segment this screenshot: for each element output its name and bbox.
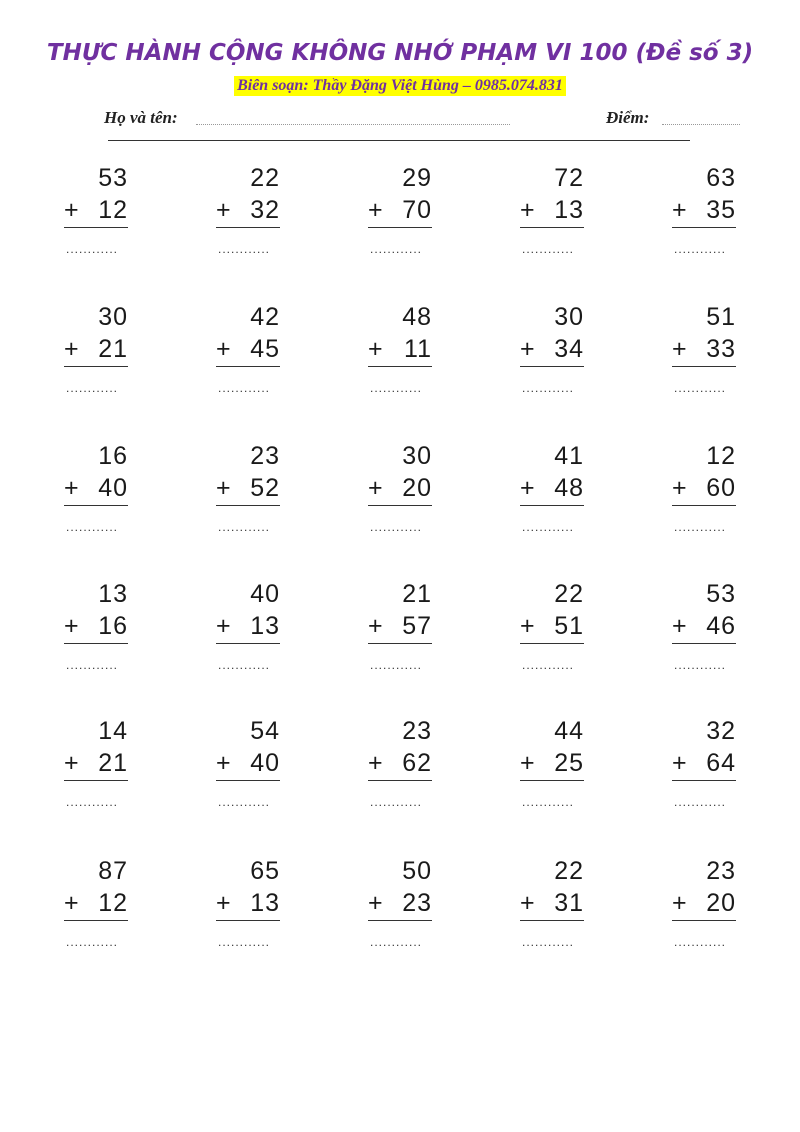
addition-problem: [672, 301, 736, 411]
plus-sign: +: [520, 612, 535, 640]
second-addend: 48: [554, 474, 584, 502]
first-addend: 23: [402, 717, 432, 745]
answer-blank[interactable]: ............: [218, 795, 271, 809]
score-label: Điểm:: [606, 108, 650, 127]
first-addend: 51: [706, 303, 736, 331]
second-addend: 13: [250, 889, 280, 917]
second-addend: 20: [402, 474, 432, 502]
sum-line: [368, 920, 432, 921]
second-addend: 51: [554, 612, 584, 640]
first-addend: 44: [554, 717, 584, 745]
addition-problem: [672, 855, 736, 965]
answer-blank[interactable]: ............: [218, 935, 271, 949]
addition-problem: [216, 162, 280, 272]
addition-problem: [216, 301, 280, 411]
answer-blank[interactable]: ............: [674, 242, 727, 256]
answer-blank[interactable]: ............: [218, 242, 271, 256]
second-addend: 40: [250, 749, 280, 777]
answer-blank[interactable]: ............: [674, 935, 727, 949]
first-addend: 48: [402, 303, 432, 331]
addition-problem: [216, 578, 280, 688]
first-addend: 54: [250, 717, 280, 745]
addition-problem: [368, 715, 432, 825]
addition-problem: [520, 578, 584, 688]
second-addend: 11: [404, 335, 432, 363]
plus-sign: +: [216, 889, 231, 917]
first-addend: 42: [250, 303, 280, 331]
first-addend: 12: [706, 442, 736, 470]
addition-problem: [520, 855, 584, 965]
answer-blank[interactable]: ............: [370, 520, 423, 534]
second-addend: 12: [98, 889, 128, 917]
answer-blank[interactable]: ............: [218, 658, 271, 672]
sum-line: [368, 780, 432, 781]
plus-sign: +: [64, 889, 79, 917]
first-addend: 22: [250, 164, 280, 192]
addition-problem: [672, 162, 736, 272]
second-addend: 21: [98, 335, 128, 363]
sum-line: [672, 227, 736, 228]
answer-blank[interactable]: ............: [66, 381, 119, 395]
first-addend: 53: [706, 580, 736, 608]
answer-blank[interactable]: ............: [370, 795, 423, 809]
problem-row: [0, 578, 800, 708]
sum-line: [216, 920, 280, 921]
first-addend: 30: [554, 303, 584, 331]
plus-sign: +: [520, 749, 535, 777]
first-addend: 63: [706, 164, 736, 192]
sum-line: [368, 366, 432, 367]
sum-line: [520, 366, 584, 367]
sum-line: [368, 505, 432, 506]
name-field[interactable]: [196, 124, 510, 125]
addition-problem: [368, 578, 432, 688]
addition-problem: [64, 301, 128, 411]
second-addend: 57: [402, 612, 432, 640]
student-info-row: [0, 108, 800, 134]
first-addend: 22: [554, 857, 584, 885]
sum-line: [520, 505, 584, 506]
second-addend: 70: [402, 196, 432, 224]
addition-problem: [368, 301, 432, 411]
answer-blank[interactable]: ............: [66, 242, 119, 256]
plus-sign: +: [672, 335, 687, 363]
first-addend: 14: [98, 717, 128, 745]
name-label: Họ và tên:: [104, 108, 178, 127]
plus-sign: +: [520, 335, 535, 363]
sum-line: [216, 643, 280, 644]
sum-line: [216, 780, 280, 781]
plus-sign: +: [216, 335, 231, 363]
second-addend: 16: [98, 612, 128, 640]
problem-row: [0, 715, 800, 845]
answer-blank[interactable]: ............: [674, 520, 727, 534]
addition-problem: [520, 440, 584, 550]
answer-blank[interactable]: ............: [522, 242, 575, 256]
second-addend: 21: [98, 749, 128, 777]
answer-blank[interactable]: ............: [522, 935, 575, 949]
second-addend: 25: [554, 749, 584, 777]
first-addend: 53: [98, 164, 128, 192]
sum-line: [368, 643, 432, 644]
score-field[interactable]: [662, 124, 740, 125]
addition-problem: [64, 855, 128, 965]
second-addend: 12: [98, 196, 128, 224]
first-addend: 87: [98, 857, 128, 885]
plus-sign: +: [368, 474, 383, 502]
first-addend: 21: [402, 580, 432, 608]
first-addend: 50: [402, 857, 432, 885]
addition-problem: [368, 162, 432, 272]
first-addend: 40: [250, 580, 280, 608]
second-addend: 13: [554, 196, 584, 224]
problem-row: [0, 301, 800, 431]
answer-blank[interactable]: ............: [522, 658, 575, 672]
sum-line: [64, 643, 128, 644]
sum-line: [64, 920, 128, 921]
answer-blank[interactable]: ............: [674, 795, 727, 809]
answer-blank[interactable]: ............: [674, 381, 727, 395]
plus-sign: +: [672, 196, 687, 224]
addition-problem: [216, 440, 280, 550]
sum-line: [520, 780, 584, 781]
plus-sign: +: [672, 612, 687, 640]
addition-problem: [64, 715, 128, 825]
second-addend: 31: [554, 889, 584, 917]
second-addend: 20: [706, 889, 736, 917]
sum-line: [520, 643, 584, 644]
author-banner: [0, 76, 800, 96]
addition-problem: [64, 440, 128, 550]
worksheet-title: THỰC HÀNH CỘNG KHÔNG NHỚ PHẠM VI 100 (Đề số 3): [46, 40, 754, 66]
first-addend: 13: [98, 580, 128, 608]
plus-sign: +: [216, 474, 231, 502]
first-addend: 23: [250, 442, 280, 470]
plus-sign: +: [368, 889, 383, 917]
second-addend: 23: [402, 889, 432, 917]
second-addend: 45: [250, 335, 280, 363]
plus-sign: +: [64, 612, 79, 640]
plus-sign: +: [64, 749, 79, 777]
sum-line: [64, 505, 128, 506]
addition-problem: [672, 440, 736, 550]
first-addend: 23: [706, 857, 736, 885]
addition-problem: [368, 440, 432, 550]
answer-blank[interactable]: ............: [370, 935, 423, 949]
plus-sign: +: [216, 196, 231, 224]
first-addend: 22: [554, 580, 584, 608]
second-addend: 32: [250, 196, 280, 224]
addition-problem: [520, 301, 584, 411]
addition-problem: [216, 855, 280, 965]
addition-problem: [520, 715, 584, 825]
plus-sign: +: [64, 335, 79, 363]
first-addend: 30: [402, 442, 432, 470]
second-addend: 40: [98, 474, 128, 502]
sum-line: [672, 505, 736, 506]
addition-problem: [520, 162, 584, 272]
second-addend: 46: [706, 612, 736, 640]
first-addend: 30: [98, 303, 128, 331]
answer-blank[interactable]: ............: [370, 658, 423, 672]
first-addend: 29: [402, 164, 432, 192]
answer-blank[interactable]: ............: [370, 242, 423, 256]
header-divider: [108, 140, 690, 141]
answer-blank[interactable]: ............: [674, 658, 727, 672]
plus-sign: +: [368, 335, 383, 363]
answer-blank[interactable]: ............: [370, 381, 423, 395]
second-addend: 52: [250, 474, 280, 502]
answer-blank[interactable]: ............: [218, 381, 271, 395]
sum-line: [672, 920, 736, 921]
sum-line: [368, 227, 432, 228]
second-addend: 64: [706, 749, 736, 777]
answer-blank[interactable]: ............: [66, 795, 119, 809]
sum-line: [64, 366, 128, 367]
sum-line: [216, 505, 280, 506]
problem-row: [0, 440, 800, 570]
problem-row: [0, 855, 800, 985]
addition-problem: [216, 715, 280, 825]
second-addend: 62: [402, 749, 432, 777]
answer-blank[interactable]: ............: [66, 520, 119, 534]
plus-sign: +: [64, 196, 79, 224]
sum-line: [520, 227, 584, 228]
plus-sign: +: [672, 889, 687, 917]
plus-sign: +: [368, 612, 383, 640]
answer-blank[interactable]: ............: [218, 520, 271, 534]
plus-sign: +: [216, 749, 231, 777]
plus-sign: +: [672, 474, 687, 502]
first-addend: 65: [250, 857, 280, 885]
second-addend: 34: [554, 335, 584, 363]
sum-line: [520, 920, 584, 921]
second-addend: 35: [706, 196, 736, 224]
sum-line: [64, 227, 128, 228]
first-addend: 72: [554, 164, 584, 192]
sum-line: [216, 366, 280, 367]
answer-blank[interactable]: ............: [522, 381, 575, 395]
plus-sign: +: [520, 474, 535, 502]
answer-blank[interactable]: ............: [66, 658, 119, 672]
addition-problem: [672, 715, 736, 825]
author-credit: Biên soạn: Thầy Đặng Việt Hùng – 0985.074.831: [234, 76, 566, 96]
second-addend: 60: [706, 474, 736, 502]
problem-row: [0, 162, 800, 292]
plus-sign: +: [216, 612, 231, 640]
sum-line: [672, 366, 736, 367]
addition-problem: [64, 162, 128, 272]
plus-sign: +: [64, 474, 79, 502]
answer-blank[interactable]: ............: [522, 520, 575, 534]
plus-sign: +: [520, 196, 535, 224]
sum-line: [216, 227, 280, 228]
plus-sign: +: [672, 749, 687, 777]
second-addend: 13: [250, 612, 280, 640]
sum-line: [672, 780, 736, 781]
answer-blank[interactable]: ............: [522, 795, 575, 809]
addition-problem: [672, 578, 736, 688]
first-addend: 32: [706, 717, 736, 745]
first-addend: 41: [554, 442, 584, 470]
plus-sign: +: [368, 749, 383, 777]
second-addend: 33: [706, 335, 736, 363]
addition-problem: [64, 578, 128, 688]
addition-problem: [368, 855, 432, 965]
plus-sign: +: [368, 196, 383, 224]
answer-blank[interactable]: ............: [66, 935, 119, 949]
sum-line: [64, 780, 128, 781]
sum-line: [672, 643, 736, 644]
plus-sign: +: [520, 889, 535, 917]
first-addend: 16: [98, 442, 128, 470]
